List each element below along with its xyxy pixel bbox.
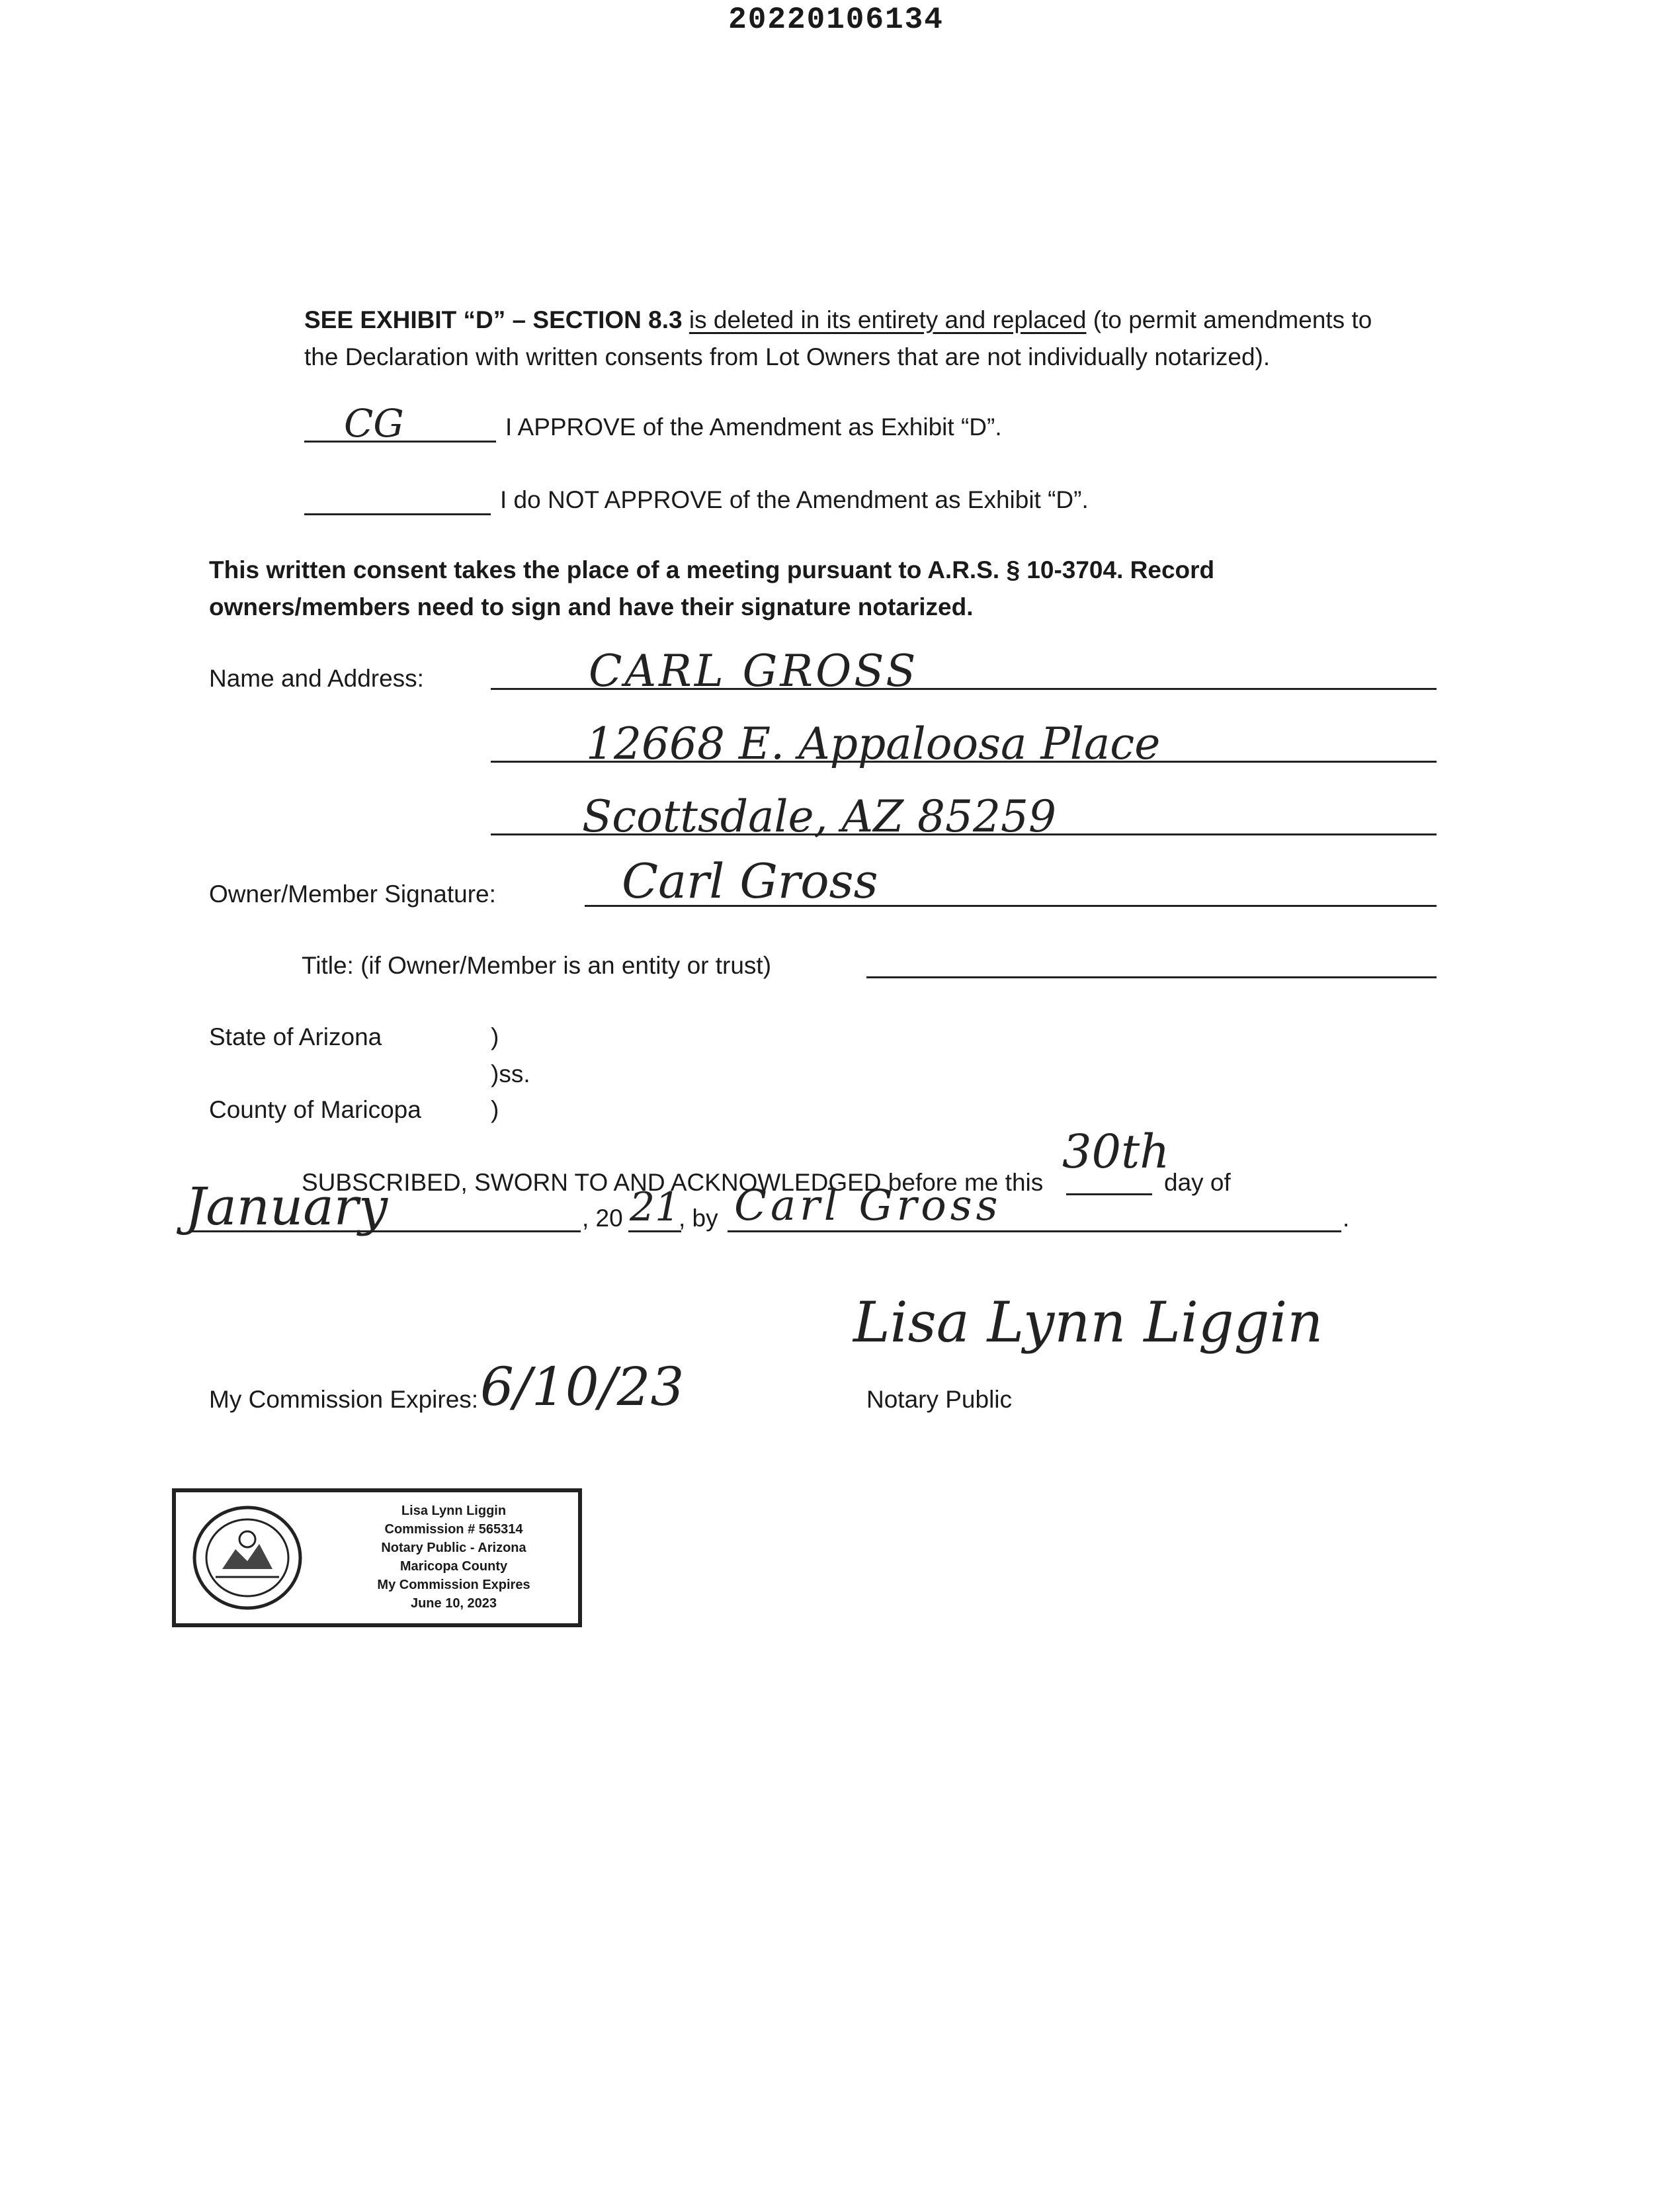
title-label: Title: (if Owner/Member is an entity or trust) bbox=[302, 952, 772, 979]
stamp-expires-label: My Commission Expires bbox=[377, 1578, 530, 1592]
venue-paren-1: ) bbox=[491, 1023, 499, 1050]
commission-expires-date: 6/10/23 bbox=[480, 1356, 685, 1418]
consent-paragraph bbox=[209, 552, 1466, 626]
ack-day-line[interactable] bbox=[1066, 1193, 1152, 1195]
consent-line-2: owners/members need to sign and have their signature notarized. bbox=[209, 593, 974, 620]
ack-by-name: Carl Gross bbox=[734, 1181, 1002, 1230]
ack-year-prefix: , 20 bbox=[582, 1205, 623, 1232]
exhibit-heading: SEE EXHIBIT “D” – SECTION 8.3 bbox=[304, 306, 683, 333]
stamp-title: Notary Public - Arizona bbox=[381, 1541, 526, 1555]
owner-address-2: Scottsdale, AZ 85259 bbox=[582, 791, 1057, 842]
approve-initials: CG bbox=[344, 401, 404, 446]
venue-paren-2: ) bbox=[491, 1096, 499, 1123]
ack-month: January bbox=[185, 1177, 388, 1237]
not-approve-initials-line[interactable] bbox=[304, 513, 491, 515]
notary-signature: Lisa Lynn Liggin bbox=[853, 1290, 1323, 1355]
owner-name: CARL GROSS bbox=[589, 646, 919, 697]
ack-day: 30th bbox=[1062, 1125, 1170, 1179]
ack-text: SUBSCRIBED, SWORN TO AND ACKNOWLEDGED before me this bbox=[302, 1169, 1044, 1196]
name-address-label: Name and Address: bbox=[209, 665, 424, 692]
owner-address-1: 12668 E. Appaloosa Place bbox=[586, 718, 1161, 769]
stamp-county: Maricopa County bbox=[399, 1559, 508, 1574]
county-label: County of Maricopa bbox=[209, 1096, 421, 1123]
owner-signature: Carl Gross bbox=[622, 853, 878, 909]
stamp-expires-date: June 10, 2023 bbox=[410, 1596, 497, 1611]
approve-text: I APPROVE of the Amendment as Exhibit “D”. bbox=[505, 413, 1002, 441]
notary-public-label: Notary Public bbox=[866, 1386, 1013, 1413]
exhibit-line-1 bbox=[304, 302, 1468, 339]
stamp-text bbox=[341, 1502, 566, 1613]
exhibit-underlined: is deleted in its entirety and replaced bbox=[689, 306, 1087, 333]
ack-year-suffix: 21 bbox=[630, 1184, 681, 1230]
document-number: 20220106134 bbox=[728, 3, 944, 37]
venue-ss: )ss. bbox=[491, 1060, 530, 1087]
exhibit-line-2: the Declaration with written consents from Lot Owners that are not individually notarized). bbox=[304, 343, 1271, 370]
ack-by: , by bbox=[679, 1205, 718, 1232]
state-label: State of Arizona bbox=[209, 1023, 382, 1050]
stamp-commission: Commission # 565314 bbox=[384, 1522, 523, 1537]
exhibit-rest: (to permit amendments to bbox=[1093, 306, 1372, 333]
ack-day-of: day of bbox=[1164, 1169, 1231, 1196]
signature-label: Owner/Member Signature: bbox=[209, 880, 496, 908]
title-line[interactable] bbox=[866, 976, 1437, 978]
exhibit-paragraph bbox=[304, 302, 1468, 376]
ack-period: . bbox=[1343, 1205, 1350, 1232]
ack-name-line[interactable] bbox=[728, 1230, 1341, 1232]
notary-stamp bbox=[172, 1488, 582, 1627]
ack-year-line[interactable] bbox=[628, 1230, 681, 1232]
consent-line-1: This written consent takes the place of a meeting pursuant to A.R.S. § 10-3704. Record bbox=[209, 556, 1215, 583]
commission-expires-label: My Commission Expires: bbox=[209, 1386, 479, 1413]
stamp-name: Lisa Lynn Liggin bbox=[401, 1504, 507, 1518]
not-approve-text: I do NOT APPROVE of the Amendment as Exhibit “D”. bbox=[500, 486, 1089, 513]
arizona-seal-icon bbox=[189, 1503, 306, 1613]
